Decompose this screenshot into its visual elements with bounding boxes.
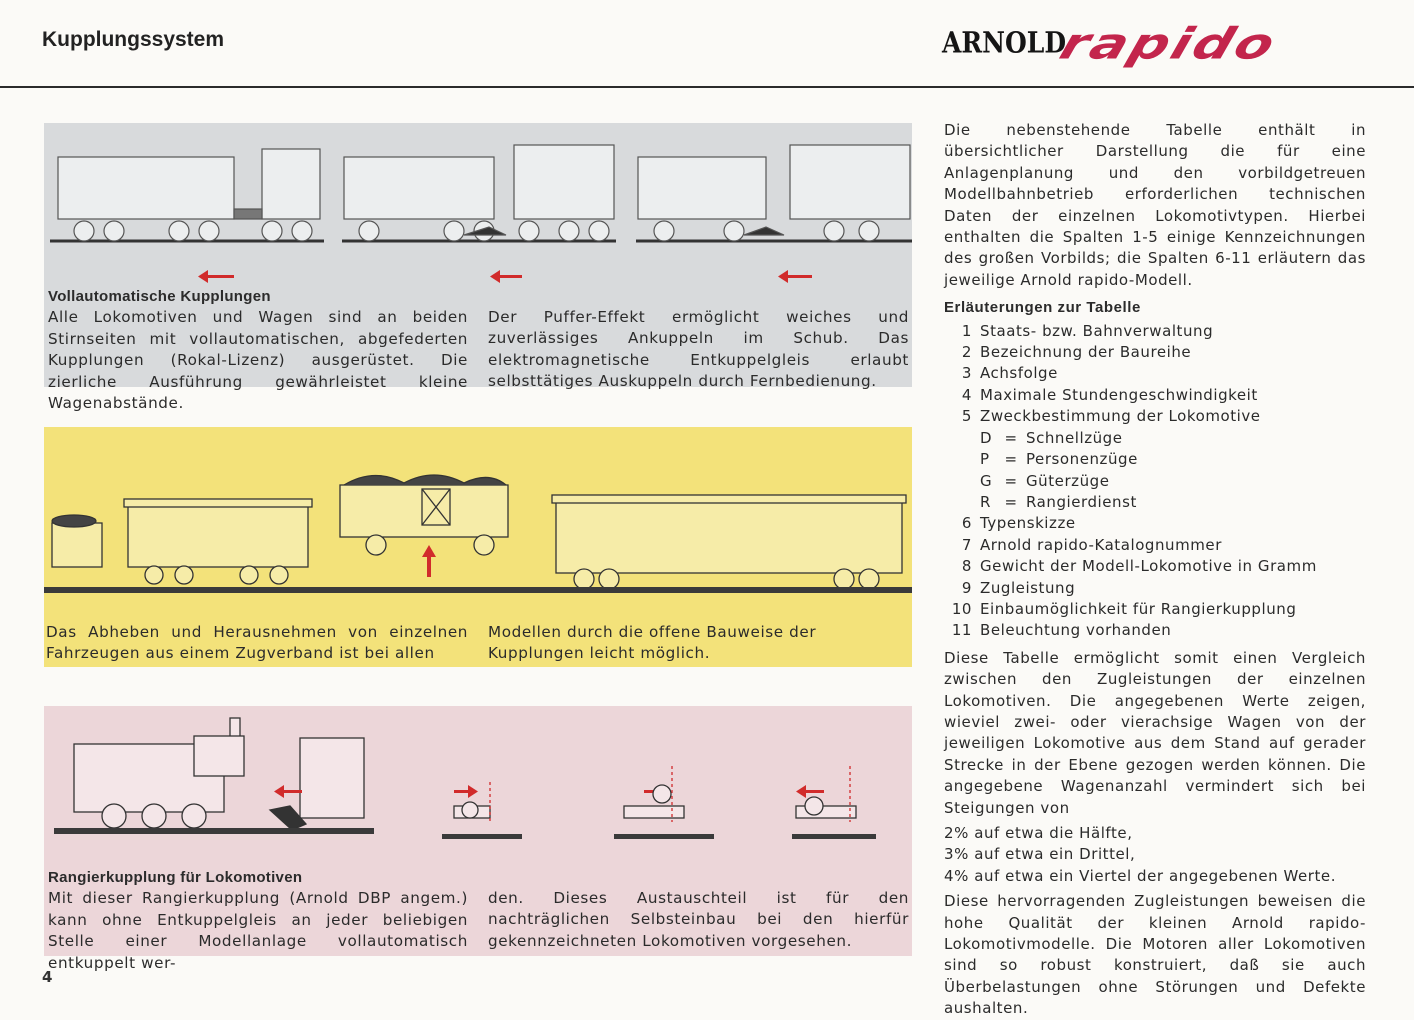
auto-coupling-text-left <box>48 286 468 414</box>
legend-item: 5 Zweckbestimmung der Lokomotive <box>961 407 1261 426</box>
direction-arrow-1 <box>204 275 234 278</box>
page-title: Kupplungssystem <box>42 28 225 51</box>
legend-item: 2 Bezeichnung der Baureihe <box>961 343 1192 362</box>
shunting-coupling-illustration <box>44 706 912 866</box>
intro-paragraph: Die nebenstehende Tabelle enthält in übersichtlicher Darstellung die für eine Anlagenplanung und den vorbildgetreuen Modellbahnbetrieb erforderlichen technischen Daten der einzelnen Lokomotivtypen. Hierbei enthalten die Spalten 1-5 einige Kennzeichnungen des großen Vorbilds; die Spalten 6-11 erläutern das jeweilige Arnold rapido-Modell. <box>944 121 1366 289</box>
legend-heading: Erläuterungen zur Tabelle <box>944 299 1141 317</box>
lift-text-left: Das Abheben und Herausnehmen von einzelnen Fahrzeugen aus einem Zugverband ist bei allen <box>46 623 468 663</box>
coal-wagon-drawing <box>52 523 102 567</box>
train-lift-illustration <box>44 427 912 607</box>
wagon-end-drawing <box>300 738 364 818</box>
panel-shunting-coupling <box>44 706 912 972</box>
coupling-step-1-drawing <box>50 149 324 241</box>
legend-item: 11 Beleuchtung vorhanden <box>951 621 1172 640</box>
auto-coupling-body-left: Alle Lokomotiven und Wagen sind an beiden Stirnseiten mit vollautomatischen, abgefederten Kupplungen (Rokal-Lizenz) ausgerüstet. Die zierliche Ausführung gewährleistet kleine Wagenabstände. <box>48 308 468 413</box>
track-rail <box>44 587 912 593</box>
panel-lift-vehicles <box>44 427 912 667</box>
direction-arrow-3 <box>784 275 812 278</box>
usage-code: P = Personenzüge <box>980 450 1138 469</box>
header-rule <box>0 86 1414 88</box>
lift-text-right: Modellen durch die offene Bauweise der Kupplungen leicht möglich. <box>488 623 817 663</box>
gradient-item: 2% auf etwa die Hälfte, <box>944 824 1133 842</box>
coupling-sequence-illustration <box>44 123 912 293</box>
coupling-step-2-drawing <box>342 145 616 241</box>
page-number: 4 <box>42 968 53 986</box>
lift-arrow <box>422 545 436 577</box>
right-column-text <box>944 120 1366 1020</box>
shunting-body-right: den. Dieses Austauschteil ist für den nachträglichen Selbsteinbau bei den hierfür gekennzeichneten Lokomotiven vorgesehen. <box>488 889 909 950</box>
auto-coupling-heading: Vollautomatische Kupplungen <box>48 288 271 305</box>
shunting-body-left: Mit dieser Rangierkupplung (Arnold DBP angem.) kann ohne Entkuppelgleis an jeder beliebigen Stelle einer Modellanlage vollautomatisch entkuppelt wer- <box>48 889 468 972</box>
shunting-text-left <box>48 867 468 974</box>
shunting-detail-2 <box>624 766 684 822</box>
legend-item: 8 Gewicht der Modell-Lokomotive in Gramm <box>961 557 1317 576</box>
panel-automatic-couplings <box>44 123 912 413</box>
legend-item: 9 Zugleistung <box>961 578 1076 597</box>
usage-code: R = Rangierdienst <box>980 492 1137 511</box>
usage-code: D = Schnellzüge <box>980 428 1123 447</box>
coupling-step-3-drawing <box>636 145 912 241</box>
gradient-item: 3% auf etwa ein Drittel, <box>944 845 1136 864</box>
long-wagon-drawing <box>556 499 902 573</box>
legend-item: 7 Arnold rapido-Katalognummer <box>961 535 1222 554</box>
brand-arnold-wordmark: ARNOLD <box>942 25 1067 60</box>
gradient-list <box>944 823 1366 887</box>
legend-item: 10 Einbaumöglichkeit für Rangierkupplung <box>951 599 1297 618</box>
gradient-item: 4% auf etwa ein Viertel der angegebenen Werte. <box>944 866 1337 885</box>
locomotive-drawing <box>74 718 244 828</box>
comparison-paragraph: Diese Tabelle ermöglicht somit einen Vergleich zwischen den Zugleistungen der einzelnen Lokomotiven. Die angegebenen Werte zeigen, wieviel zwei- oder vierachsige Wagen von der jeweiligen Lokomotive aus dem Stand auf gerader Strecke in der Ebene gezogen werden können. Die angegebene Wagenanzahl vermindert sich bei Steigungen von <box>944 648 1366 817</box>
legend-item: 4 Maximale Stundengeschwindigkeit <box>961 385 1258 404</box>
quality-paragraph: Diese hervorragenden Zugleistungen beweisen die hohe Qualität der kleinen Arnold rapido-Lokomotivmodelle. Die Motoren aller Lokomotiven sind so robust konstruiert, daß sie auch Überbelastungen ohne Störungen und Defekte aushalten. <box>944 892 1366 1018</box>
shunting-heading: Rangierkupplung für Lokomotiven <box>48 869 303 886</box>
legend-item: 1 Staats- bzw. Bahnverwaltung <box>961 321 1214 340</box>
legend-list <box>944 321 1366 642</box>
auto-coupling-body-right: Der Puffer-Effekt ermöglicht weiches und zuverlässiges Ankuppeln im Schub. Das elektromagnetische Entkuppelgleis erlaubt selbsttätiges Auskuppeln durch Fernbedienung. <box>488 308 909 391</box>
boxcar-drawing <box>128 505 308 567</box>
legend-item: 3 Achsfolge <box>961 364 1058 383</box>
brand-rapido-wordmark: rapido <box>1053 18 1285 69</box>
brand-logo <box>940 16 1390 69</box>
legend-item: 6 Typenskizze <box>961 514 1076 533</box>
usage-code: G = Güterzüge <box>980 471 1110 490</box>
